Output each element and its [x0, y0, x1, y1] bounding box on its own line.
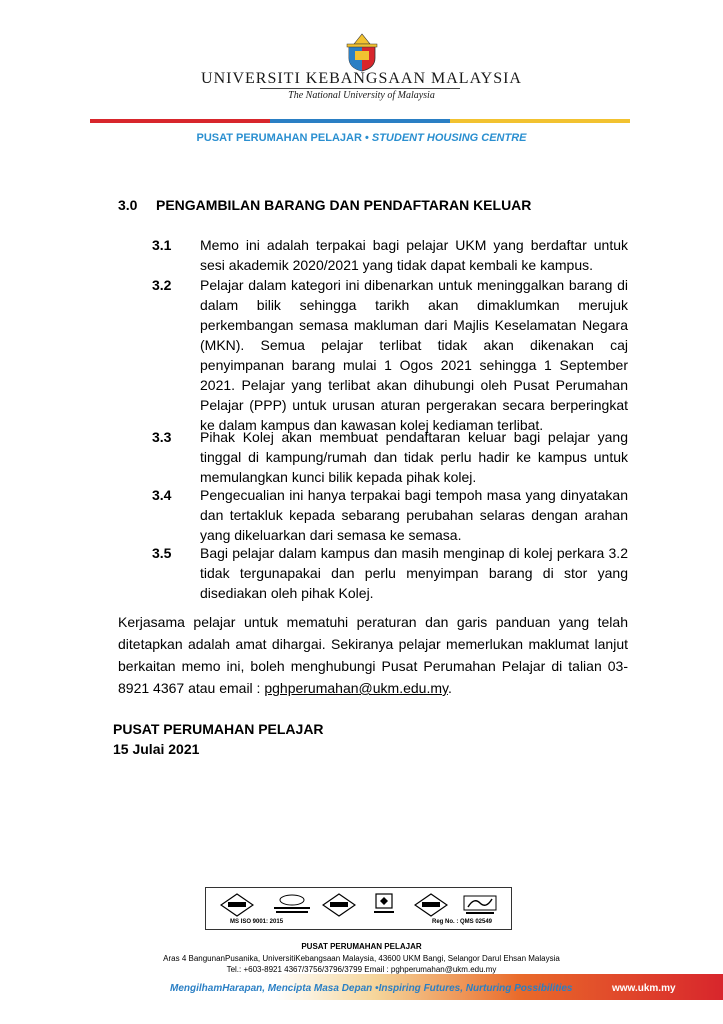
closing-end: . — [447, 680, 452, 696]
item-text: Pihak Kolej akan membuat pendaftaran keluar bagi pelajar yang tinggal di kampung/rumah dan tidak perlu hadir ke kampus untuk memulangkan kunci bilik kepada pihak kolej. — [200, 429, 628, 485]
footer-tagline — [170, 983, 572, 994]
tagline-malay: MengilhamHarapan, Mencipta Masa Depan — [170, 983, 373, 994]
header-color-bar — [90, 119, 630, 123]
list-item — [152, 235, 628, 275]
item-number: 3.5 — [152, 545, 172, 561]
footer-org: PUSAT PERUMAHAN PELAJAR — [301, 942, 422, 951]
certification-box — [205, 887, 512, 930]
cert-right-label: Reg No. : QMS 02549 — [432, 919, 493, 925]
item-text: Bagi pelajar dalam kampus dan masih menginap di kolej perkara 3.2 tidak tergunapakai dan perlu menyimpan barang di stor yang disediakan oleh pihak Kolej. — [200, 545, 628, 601]
list-item — [152, 427, 628, 487]
university-crest-icon — [345, 32, 379, 72]
quality-system-badge-icon — [220, 893, 254, 917]
footer-address: Aras 4 BangunanPusanika, UniversitiKebangsaan Malaysia, 43600 UKM Bangi, Selangor Darul Ehsan Malaysia — [163, 954, 560, 963]
color-bar-yellow — [450, 119, 630, 123]
centre-separator: • — [361, 132, 372, 144]
item-number: 3.2 — [152, 277, 172, 293]
item-text: Pengecualian ini hanya terpakai bagi tempoh masa yang dinyatakan dan tertakluk kepada sebarang perubahan selaras dengan arahan yang dikeluarkan dari semasa ke semasa. — [200, 487, 628, 543]
section-heading — [118, 197, 531, 213]
item-text: Pelajar dalam kategori ini dibenarkan untuk meninggalkan barang di dalam bilik sehingga tarikh akan dimaklumkan merujuk perkembangan semasa makluman dari Majlis Keselamatan Negara (MKN). Semua pelajar terlibat tidak akan dikenakan caj penyimpanan barang mulai 1 Ogos 2021 sehingga 1 September 2021. Pelajar yang terlibat akan dihubungi oleh Pusat Perumahan Pelajar (PPP) untuk urusan aturan pergerakan secara berperingkat ke dalam kampus dan kawasan kolej kediaman terlibat. — [200, 277, 628, 433]
item-number: 3.1 — [152, 237, 172, 253]
email-link[interactable]: pghperumahan@ukm.edu.my — [264, 680, 448, 696]
section-title: PENGAMBILAN BARANG DAN PENDAFTARAN KELUAR — [156, 197, 532, 213]
ukas-badge-icon — [370, 893, 398, 919]
tagline-english: Inspiring Futures, Nurturing Possibilities — [378, 983, 573, 994]
centre-name — [0, 132, 723, 144]
signature-date: 15 Julai 2021 — [113, 741, 200, 757]
header-divider — [260, 88, 460, 89]
color-bar-blue — [270, 119, 450, 123]
footer-contact: Tel.: +603-8921 4367/3756/3796/3799 Email : pghperumahan@ukm.edu.my — [226, 965, 497, 974]
quality-system-badge-icon — [414, 893, 448, 917]
list-item — [152, 485, 628, 545]
item-text: Memo ini adalah terpakai bagi pelajar UKM yang berdaftar untuk sesi akademik 2020/2021 yang tidak dapat kembali ke kampus. — [200, 237, 628, 273]
section-number: 3.0 — [118, 197, 138, 213]
quality-system-badge-icon — [322, 893, 356, 917]
university-name: UNIVERSITI KEBANGSAAN MALAYSIA — [201, 70, 522, 87]
item-number: 3.4 — [152, 487, 172, 503]
list-item — [152, 275, 628, 435]
cert-left-label: MS ISO 9001: 2015 — [230, 919, 284, 925]
tagline-separator: • — [372, 983, 379, 994]
centre-name-malay: PUSAT PERUMAHAN PELAJAR — [196, 132, 362, 144]
closing-paragraph — [118, 611, 628, 699]
iqnet-badge-icon — [462, 893, 498, 917]
list-item — [152, 543, 628, 603]
item-number: 3.3 — [152, 429, 172, 445]
sirim-badge-icon — [270, 893, 314, 917]
color-bar-red — [90, 119, 270, 123]
signature-org: PUSAT PERUMAHAN PELAJAR — [113, 721, 324, 737]
centre-name-english: STUDENT HOUSING CENTRE — [371, 132, 527, 144]
university-subtitle: The National University of Malaysia — [288, 90, 435, 101]
website-link[interactable]: www.ukm.my — [612, 983, 676, 994]
closing-text: Kerjasama pelajar untuk mematuhi peraturan dan garis panduan yang telah ditetapkan adalah amat dihargai. Sekiranya pelajar memerlukan maklumat lanjut berkaitan memo ini, boleh menghubungi Pusat Perumahan Pelajar di talian 03-8921 4367 atau email : — [118, 614, 628, 696]
